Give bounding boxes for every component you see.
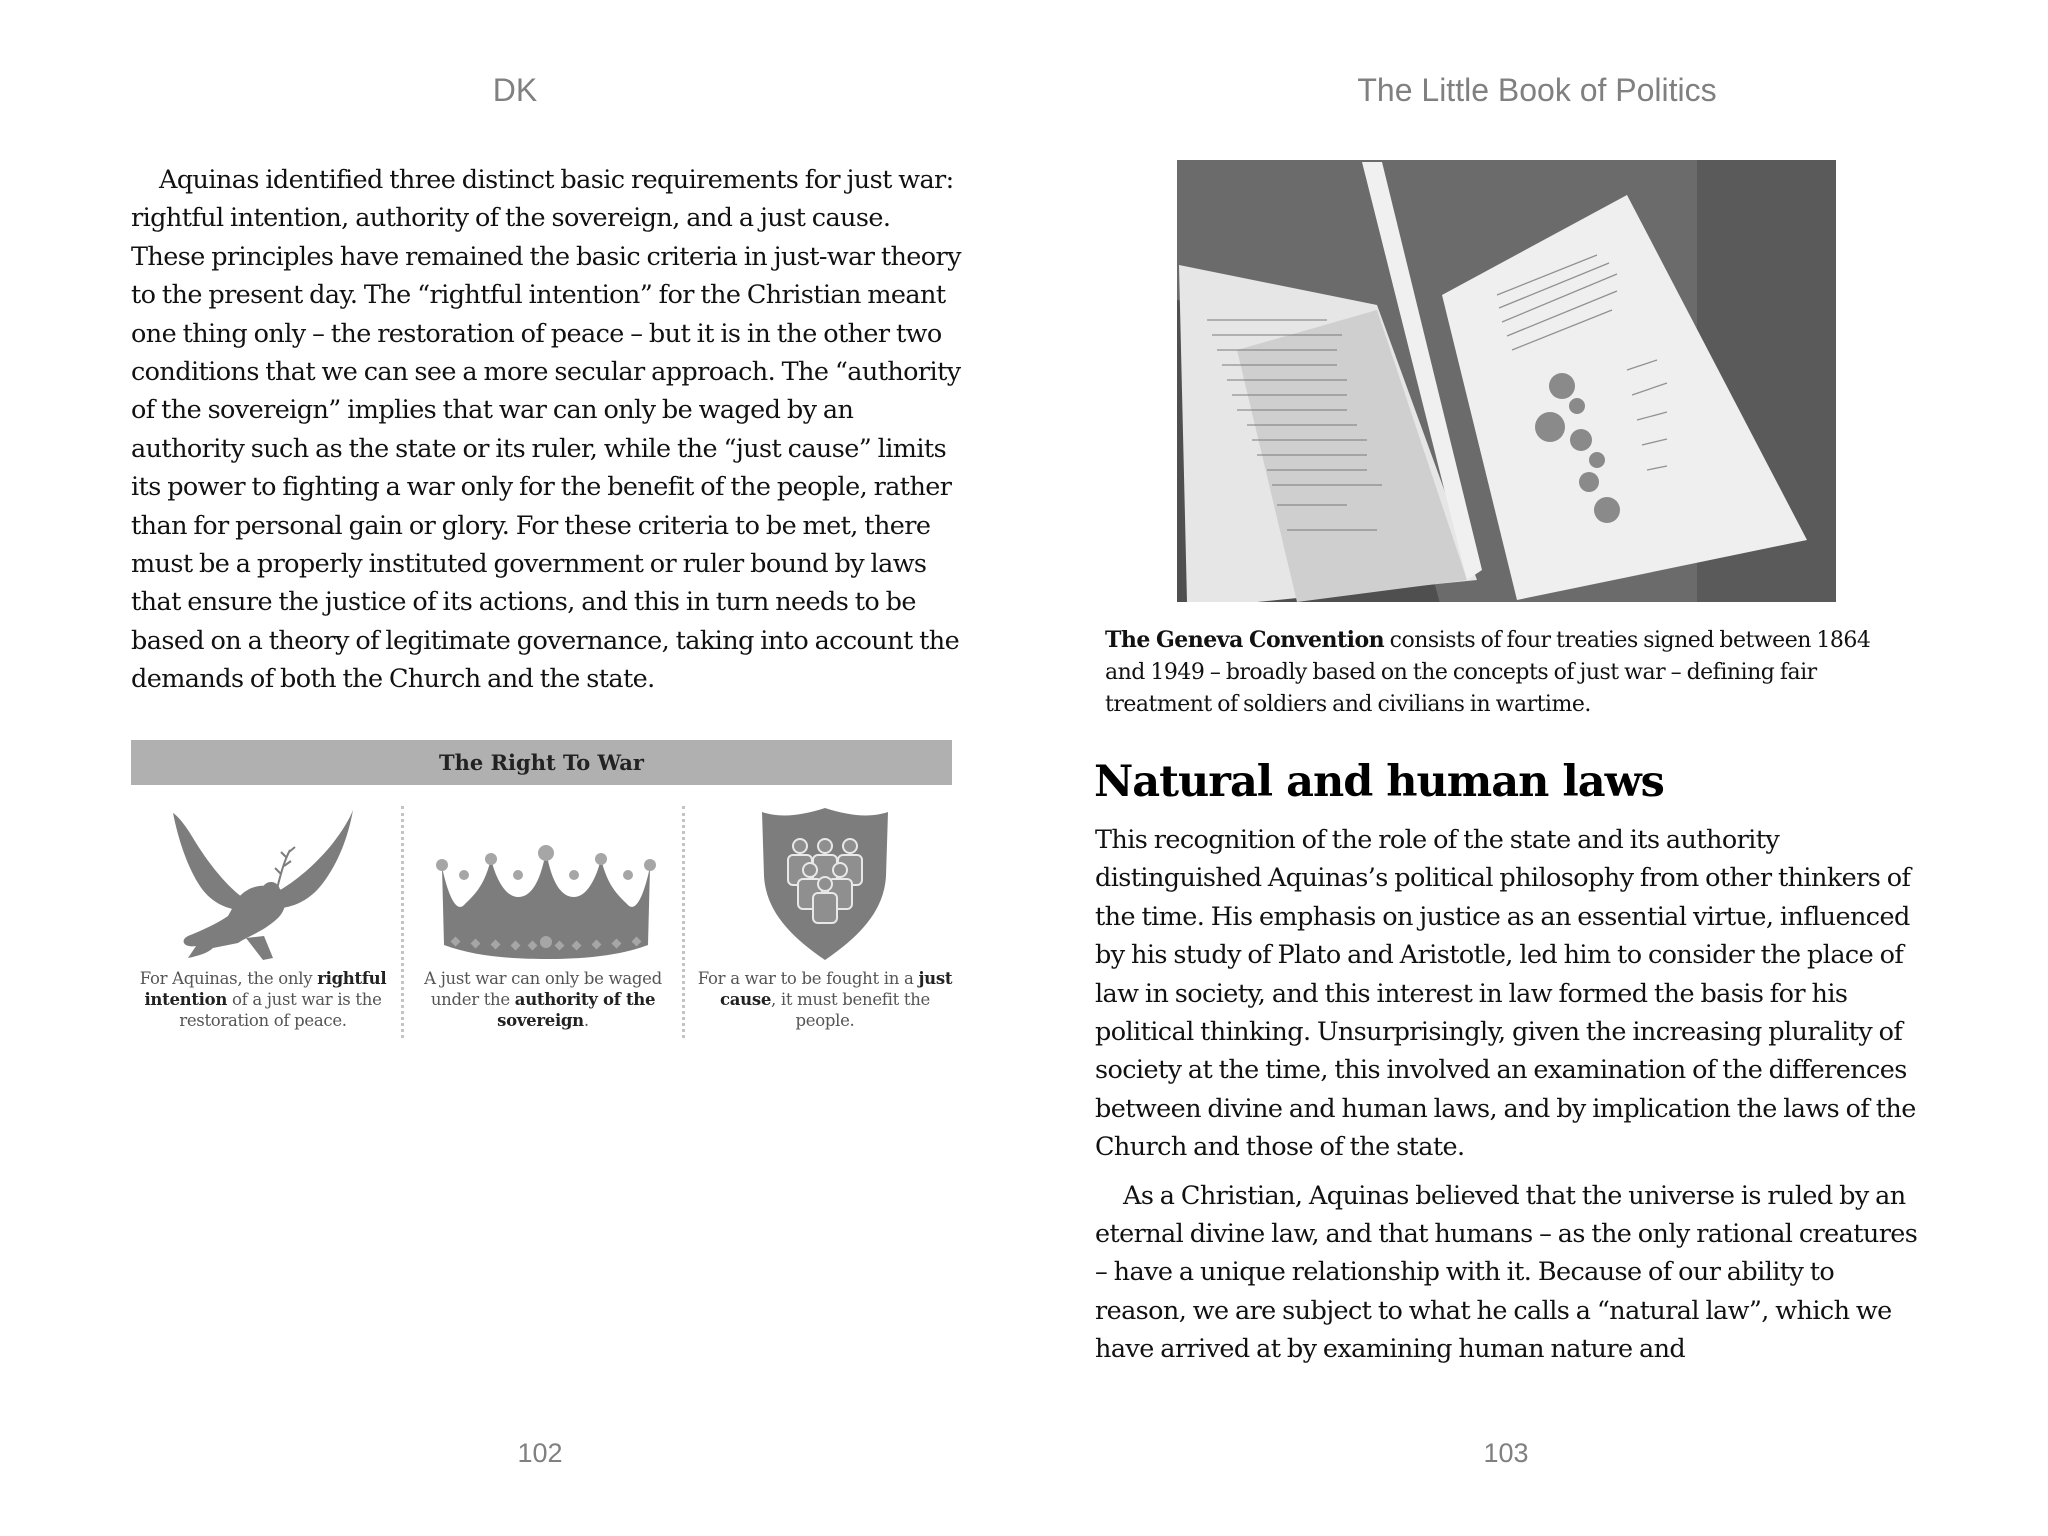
dove-with-olive-branch-icon [168,808,358,963]
left-body-text [131,161,961,699]
photo-caption [1105,624,1915,721]
caption-emphasis: rightful intention [144,969,387,1009]
caption-text: . [583,1011,589,1030]
shield-with-people-icon [760,806,890,962]
section-heading: Natural and human laws [1094,757,1664,807]
infographic-title-bar [131,740,952,785]
caption-text: For Aquinas, the only [139,969,318,988]
page-number-right: 103 [1483,1438,1529,1468]
caption-text: , it must benefit the people. [771,990,930,1030]
panel-divider [682,806,685,1038]
body-paragraph: As a Christian, Aquinas believed that the universe is ruled by an eternal divine law, and that humans – as the only rational creatures – have a unique relationship with it. Because of our ability to reason, we are subject to what he calls a “natural law”, which we have arrived at by examining human nature and [1095,1180,1918,1365]
running-head-right: The Little Book of Politics [1357,72,1717,108]
geneva-convention-photo [1177,160,1836,602]
infographic-caption-3 [695,968,955,1031]
page-number-left: 102 [517,1438,563,1468]
photo-caption-text: consists of four treaties signed between 1864 and 1949 – broadly based on the concepts of just war – defining fair treatment of soldiers and civilians in wartime. [1105,628,1871,717]
caption-text: of a just war is the restoration of peace. [179,990,382,1030]
crown-icon [436,845,656,960]
panel-divider [401,806,404,1038]
caption-emphasis: just cause [720,969,953,1009]
right-body-text [1095,821,1930,1369]
caption-text: A just war can only be waged under the [424,969,662,1009]
body-paragraph: Aquinas identified three distinct basic requirements for just war: rightful intention, authority of the sovereign, and a just cause. These principles have remained the basic criteria in just-war theory to the present day. The “rightful intention” for the Christian meant one thing only – the restoration of peace – but it is in the other two conditions that we can see a more secular approach. The “authority of the sovereign” implies that war can only be waged by an authority such as the state or its ruler, while the “just cause” limits its power to fighting a war only for the benefit of the people, rather than for personal gain or glory. For these criteria to be met, there must be a properly instituted government or ruler bound by laws that ensure the justice of its actions, and this in turn needs to be based on a theory of legitimate governance, taking into account the demands of both the Church and the state. [131,165,961,695]
photo-document-illustration [1177,160,1836,602]
infographic-caption-1 [133,968,393,1031]
body-paragraph: This recognition of the role of the state and its authority distinguished Aquinas’s political philosophy from other thinkers of the time. His emphasis on justice as an essential virtue, influenced by his study of Plato and Aristotle, led him to consider the place of law in society, and this interest in law formed the basis for his political thinking. Unsurprisingly, given the increasing plurality of society at the time, this involved an examination of the differences between divine and human laws, and by implication the laws of the Church and those of the state. [1095,825,1916,1163]
running-head-left: DK [492,72,538,108]
infographic-title: The Right To War [439,750,644,775]
infographic-caption-2 [413,968,673,1031]
photo-caption-title: The Geneva Convention [1105,627,1385,653]
caption-text: For a war to be fought in a [697,969,919,988]
caption-emphasis: authority of the sovereign [497,990,656,1030]
